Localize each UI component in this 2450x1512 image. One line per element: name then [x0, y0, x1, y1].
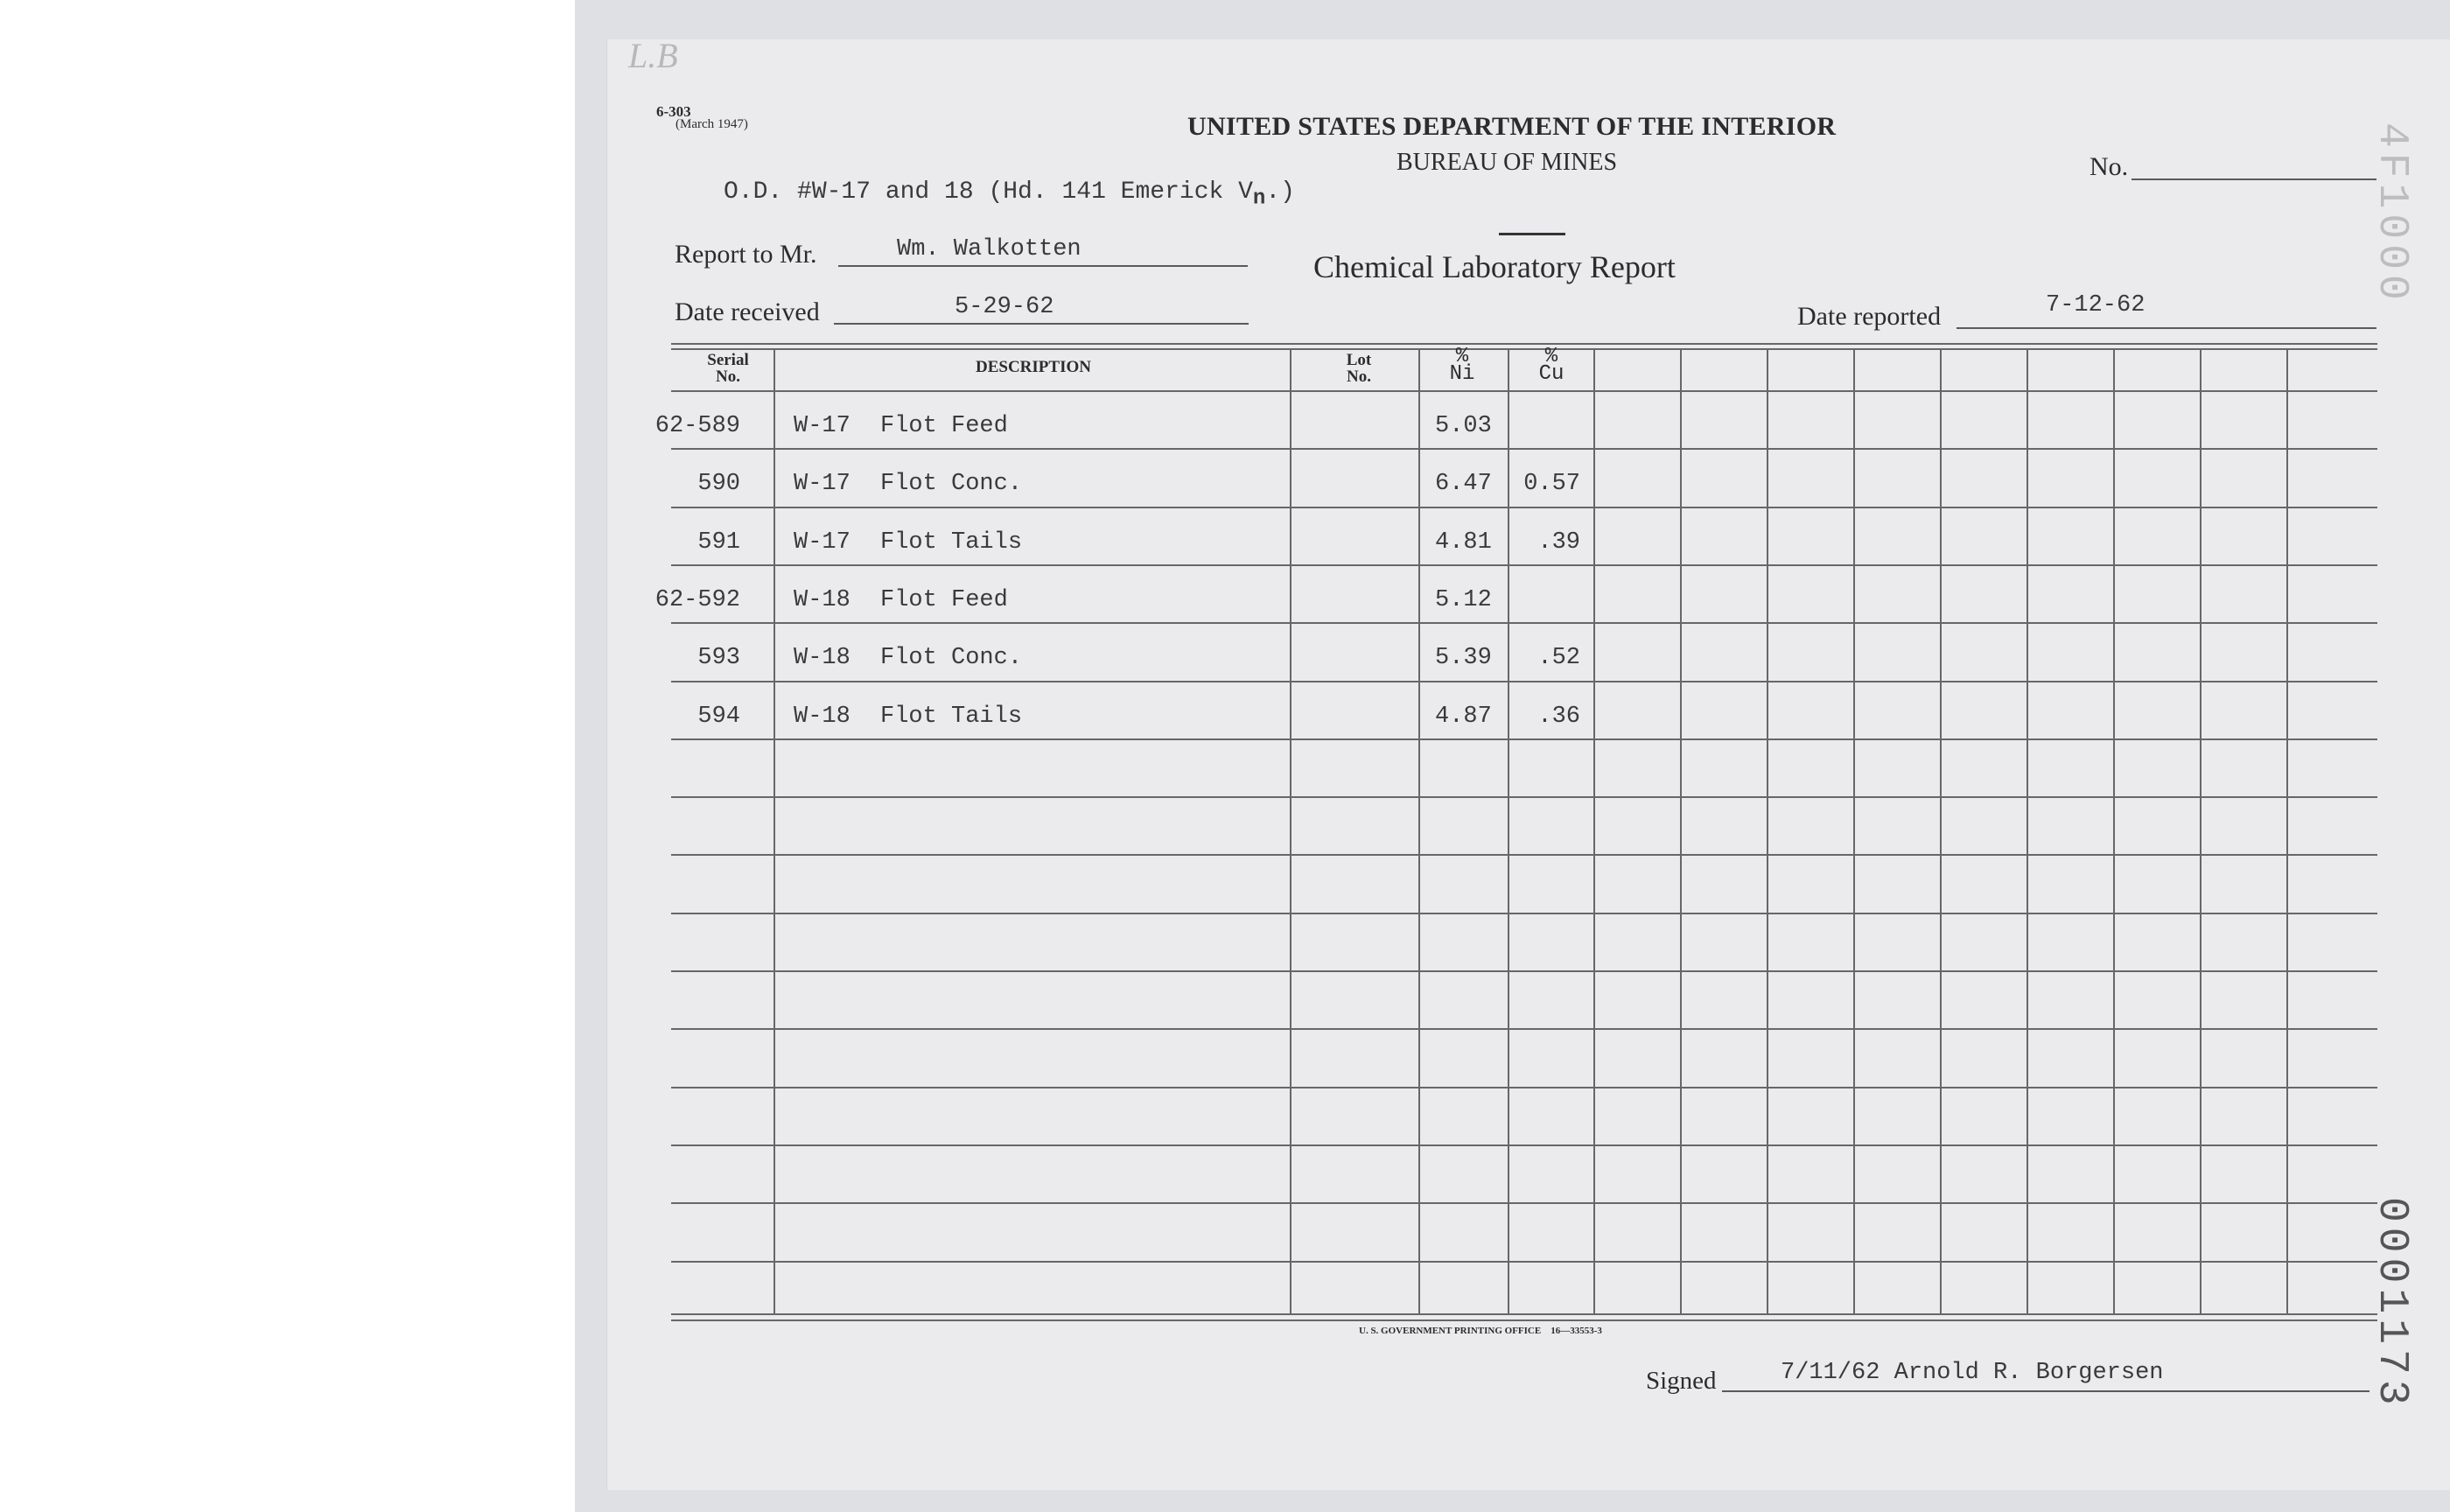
table-column-rule [1508, 350, 1509, 1313]
table-row-rule [671, 448, 2377, 450]
table-row-rule [671, 738, 2377, 740]
title-rule [1499, 233, 1565, 235]
cu-cell: .39 [1537, 529, 1580, 556]
table-row-rule [671, 913, 2377, 914]
serial-cell: 62-592 [654, 587, 740, 613]
description-cell: Flot Tails [880, 529, 1023, 556]
date-reported-line [1956, 327, 2376, 329]
sample-cell: W-18 [794, 704, 850, 730]
header-lot [1291, 352, 1427, 385]
cu-cell: 0.57 [1523, 471, 1580, 497]
header-serial-text: Serial No. [707, 351, 749, 386]
form-number: 6-303 [656, 103, 691, 120]
header-description [775, 359, 1292, 375]
date-reported-label: Date reported [1797, 302, 1942, 331]
date-reported-value: 7-12-62 [2046, 292, 2146, 318]
serial-cell: 593 [697, 645, 740, 671]
header-ni [1418, 345, 1506, 386]
sample-cell: W-18 [794, 587, 850, 613]
ni-cell: 6.47 [1435, 471, 1492, 497]
no-label: No. [2090, 152, 2129, 181]
report-title: Chemical Laboratory Report [1313, 249, 1676, 284]
form-date: (March 1947) [676, 117, 748, 131]
table-column-rule [2200, 350, 2202, 1313]
description-cell: Flot Tails [880, 704, 1023, 730]
sample-cell: W-17 [794, 471, 850, 497]
header-cu-text: Cu [1538, 362, 1564, 386]
table-row-rule [671, 390, 2377, 392]
table-column-rule [1853, 350, 1855, 1313]
table-row-rule [671, 564, 2377, 566]
header-ni-pct: % [1455, 345, 1469, 368]
table-column-rule [1290, 350, 1292, 1313]
table-row-rule [671, 622, 2377, 624]
table-column-rule [2026, 350, 2028, 1313]
stamp-bottom: 0001173 [2368, 1197, 2415, 1410]
header-cu-pct: % [1544, 345, 1558, 368]
header-cu [1508, 345, 1595, 386]
table-row-rule [671, 1202, 2377, 1204]
table-row-rule [671, 796, 2377, 798]
cu-cell: .52 [1537, 645, 1580, 671]
ni-cell: 4.87 [1435, 704, 1492, 730]
sample-cell: W-17 [794, 529, 850, 556]
department-title: UNITED STATES DEPARTMENT OF THE INTERIOR [1187, 112, 1837, 141]
bureau-title: BUREAU OF MINES [1396, 149, 1618, 176]
header-serial [684, 352, 772, 385]
table-row-rule [671, 854, 2377, 856]
no-field [2132, 178, 2376, 180]
description-cell: Flot Conc. [880, 645, 1023, 671]
table-row-rule [671, 1028, 2377, 1030]
table-column-rule [1767, 350, 1768, 1313]
report-to-label: Report to Mr. [675, 240, 817, 269]
table-column-rule [774, 350, 775, 1313]
order-note-sub: n [1252, 186, 1266, 211]
table-column-rule [2286, 350, 2288, 1313]
report-to-value: Wm. Walkotten [897, 236, 1082, 262]
ni-cell: 5.39 [1435, 645, 1492, 671]
serial-cell: 594 [697, 704, 740, 730]
order-note [724, 178, 1295, 211]
table-row-rule [671, 507, 2377, 508]
description-cell: Flot Conc. [880, 471, 1023, 497]
header-ni-text: Ni [1449, 362, 1475, 386]
table-row-rule [671, 681, 2377, 682]
ni-cell: 4.81 [1435, 529, 1492, 556]
stamp-top: 4F1000 [2368, 122, 2415, 305]
serial-cell: 590 [697, 471, 740, 497]
table-top-rule [671, 343, 2377, 345]
date-received-line [834, 323, 1249, 325]
table-row-rule [671, 1144, 2377, 1146]
corner-mark: L.B [628, 36, 678, 75]
signed-value: 7/11/62 Arnold R. Borgersen [1781, 1360, 2164, 1386]
description-cell: Flot Feed [880, 587, 1008, 613]
sample-cell: W-18 [794, 645, 850, 671]
table-row-rule [671, 1261, 2377, 1263]
sample-cell: W-17 [794, 413, 850, 439]
printer-note: U. S. GOVERNMENT PRINTING OFFICE 16—33553-3 [1359, 1326, 1602, 1336]
description-cell: Flot Feed [880, 413, 1008, 439]
date-received-label: Date received [675, 298, 820, 326]
table-column-rule [1593, 350, 1595, 1313]
table-column-rule [2113, 350, 2115, 1313]
table-row-rule [671, 1087, 2377, 1088]
date-received-value: 5-29-62 [955, 294, 1054, 320]
table-column-rule [1680, 350, 1682, 1313]
table-bottom-rule [671, 1313, 2377, 1315]
order-note-text: O.D. #W-17 and 18 (Hd. 141 Emerick V [724, 178, 1253, 206]
header-description-text: DESCRIPTION [976, 358, 1091, 376]
ni-cell: 5.12 [1435, 587, 1492, 613]
report-to-line [838, 265, 1248, 267]
serial-cell: 591 [697, 529, 740, 556]
serial-cell: 62-589 [654, 413, 740, 439]
table-column-rule [1940, 350, 1942, 1313]
ni-cell: 5.03 [1435, 413, 1492, 439]
signed-line [1722, 1390, 2370, 1392]
signed-label: Signed [1646, 1367, 1717, 1395]
table-column-rule [1418, 350, 1420, 1313]
cu-cell: .36 [1537, 704, 1580, 730]
header-lot-text: Lot No. [1346, 351, 1372, 386]
order-note-end: .) [1265, 178, 1295, 206]
table-row-rule [671, 970, 2377, 972]
table-bottom-rule-2 [671, 1320, 2377, 1321]
